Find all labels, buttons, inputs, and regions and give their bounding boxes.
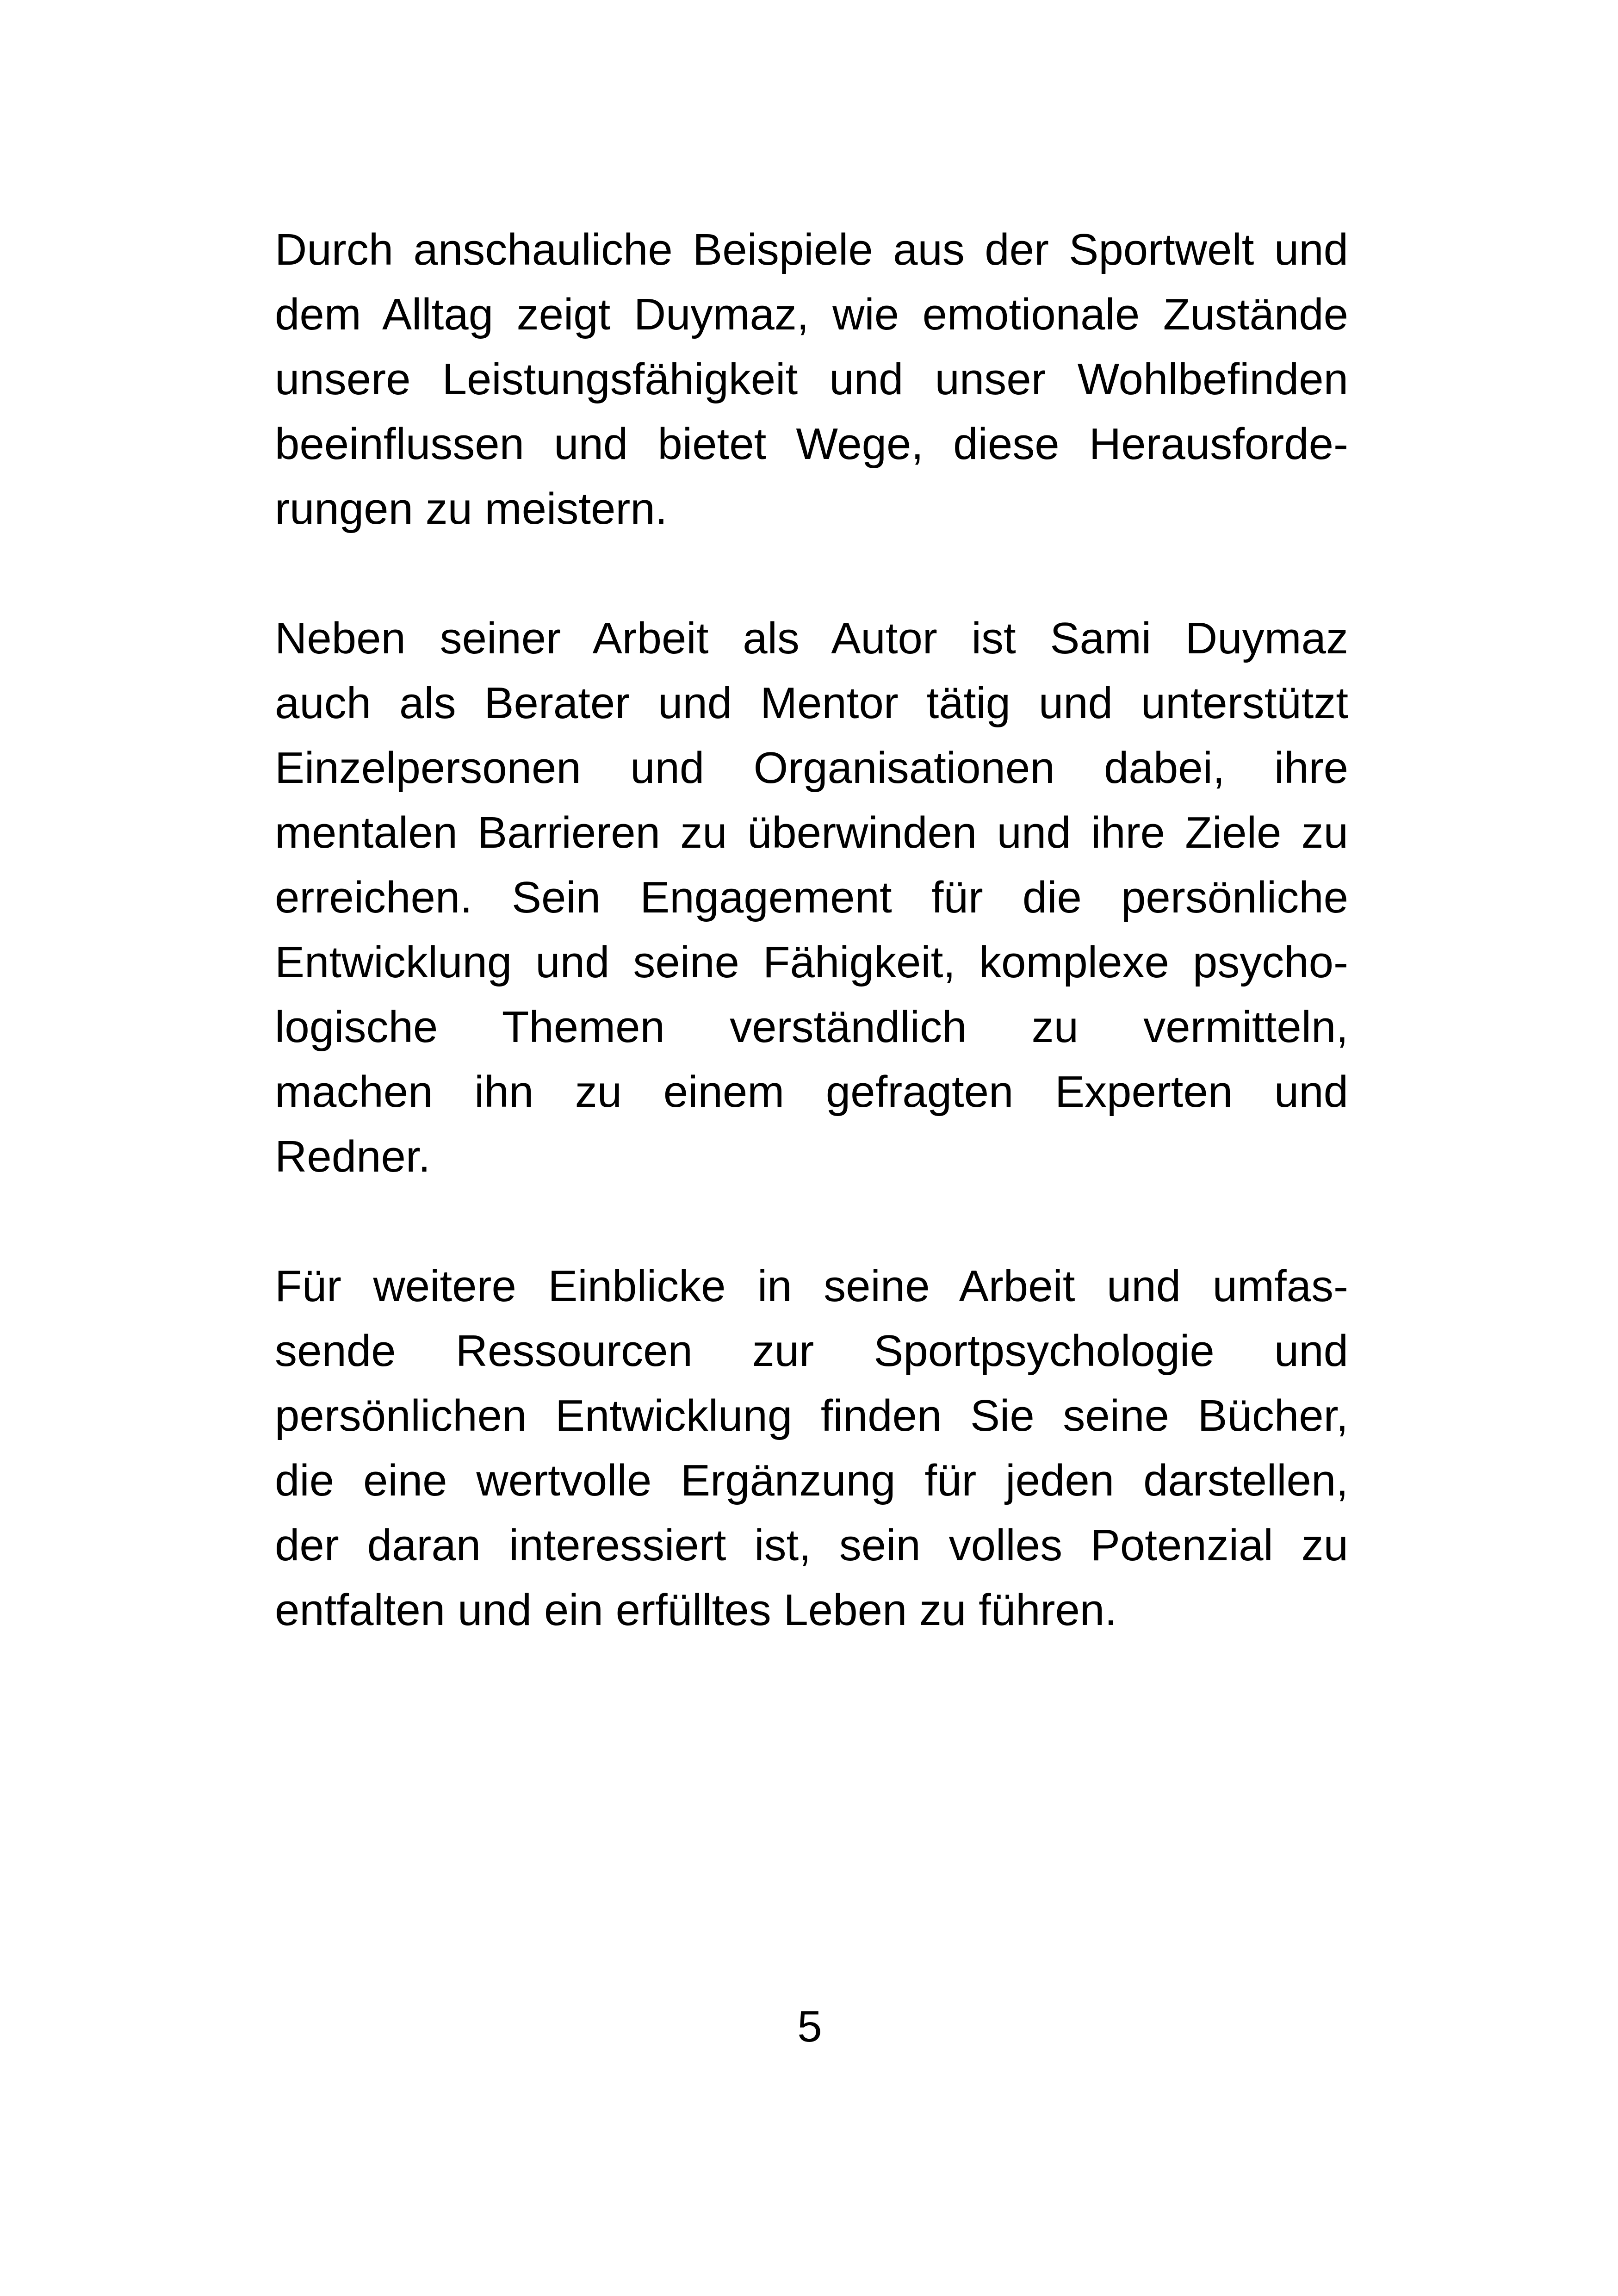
text-line: dem Alltag zeigt Duymaz, wie emotionale Zustände	[275, 290, 1348, 339]
text-line: Entwicklung und seine Fähigkeit, komplexe psycho-	[275, 937, 1348, 987]
text-line: entfalten und ein erfülltes Leben zu führen.	[275, 1585, 1117, 1635]
text-line: der daran interessiert ist, sein volles Potenzial zu	[275, 1520, 1348, 1570]
text-line: Einzelpersonen und Organisationen dabei, ihre	[275, 743, 1348, 793]
text-line: mentalen Barrieren zu überwinden und ihre Ziele zu	[275, 808, 1348, 857]
text-line: Durch anschauliche Beispiele aus der Sportwelt und	[275, 225, 1348, 274]
text-line: beeinflussen und bietet Wege, diese Herausforde-	[275, 419, 1348, 469]
text-line: auch als Berater und Mentor tätig und unterstützt	[275, 678, 1348, 728]
text-line: persönlichen Entwicklung finden Sie seine Bücher,	[275, 1391, 1348, 1440]
paragraph-1	[275, 217, 1348, 541]
paragraph-gap	[275, 1189, 1348, 1254]
text-line: erreichen. Sein Engagement für die persönliche	[275, 873, 1348, 922]
text-line: sende Ressourcen zur Sportpsychologie und	[275, 1326, 1348, 1376]
text-line: unsere Leistungsfähigkeit und unser Wohlbefinden	[275, 354, 1348, 404]
paragraph-2	[275, 606, 1348, 1189]
body-text	[275, 217, 1348, 1643]
text-line: logische Themen verständlich zu vermitteln,	[275, 1002, 1348, 1052]
page-number: 5	[797, 2002, 822, 2051]
text-line: Redner.	[275, 1132, 431, 1181]
text-line: machen ihn zu einem gefragten Experten und	[275, 1067, 1348, 1117]
text-line: die eine wertvolle Ergänzung für jeden darstellen,	[275, 1456, 1348, 1505]
paragraph-gap	[275, 541, 1348, 606]
paragraph-3	[275, 1254, 1348, 1643]
text-line: rungen zu meistern.	[275, 484, 668, 534]
text-line: Für weitere Einblicke in seine Arbeit und umfas-	[275, 1261, 1348, 1311]
text-line: Neben seiner Arbeit als Autor ist Sami Duymaz	[275, 614, 1348, 663]
